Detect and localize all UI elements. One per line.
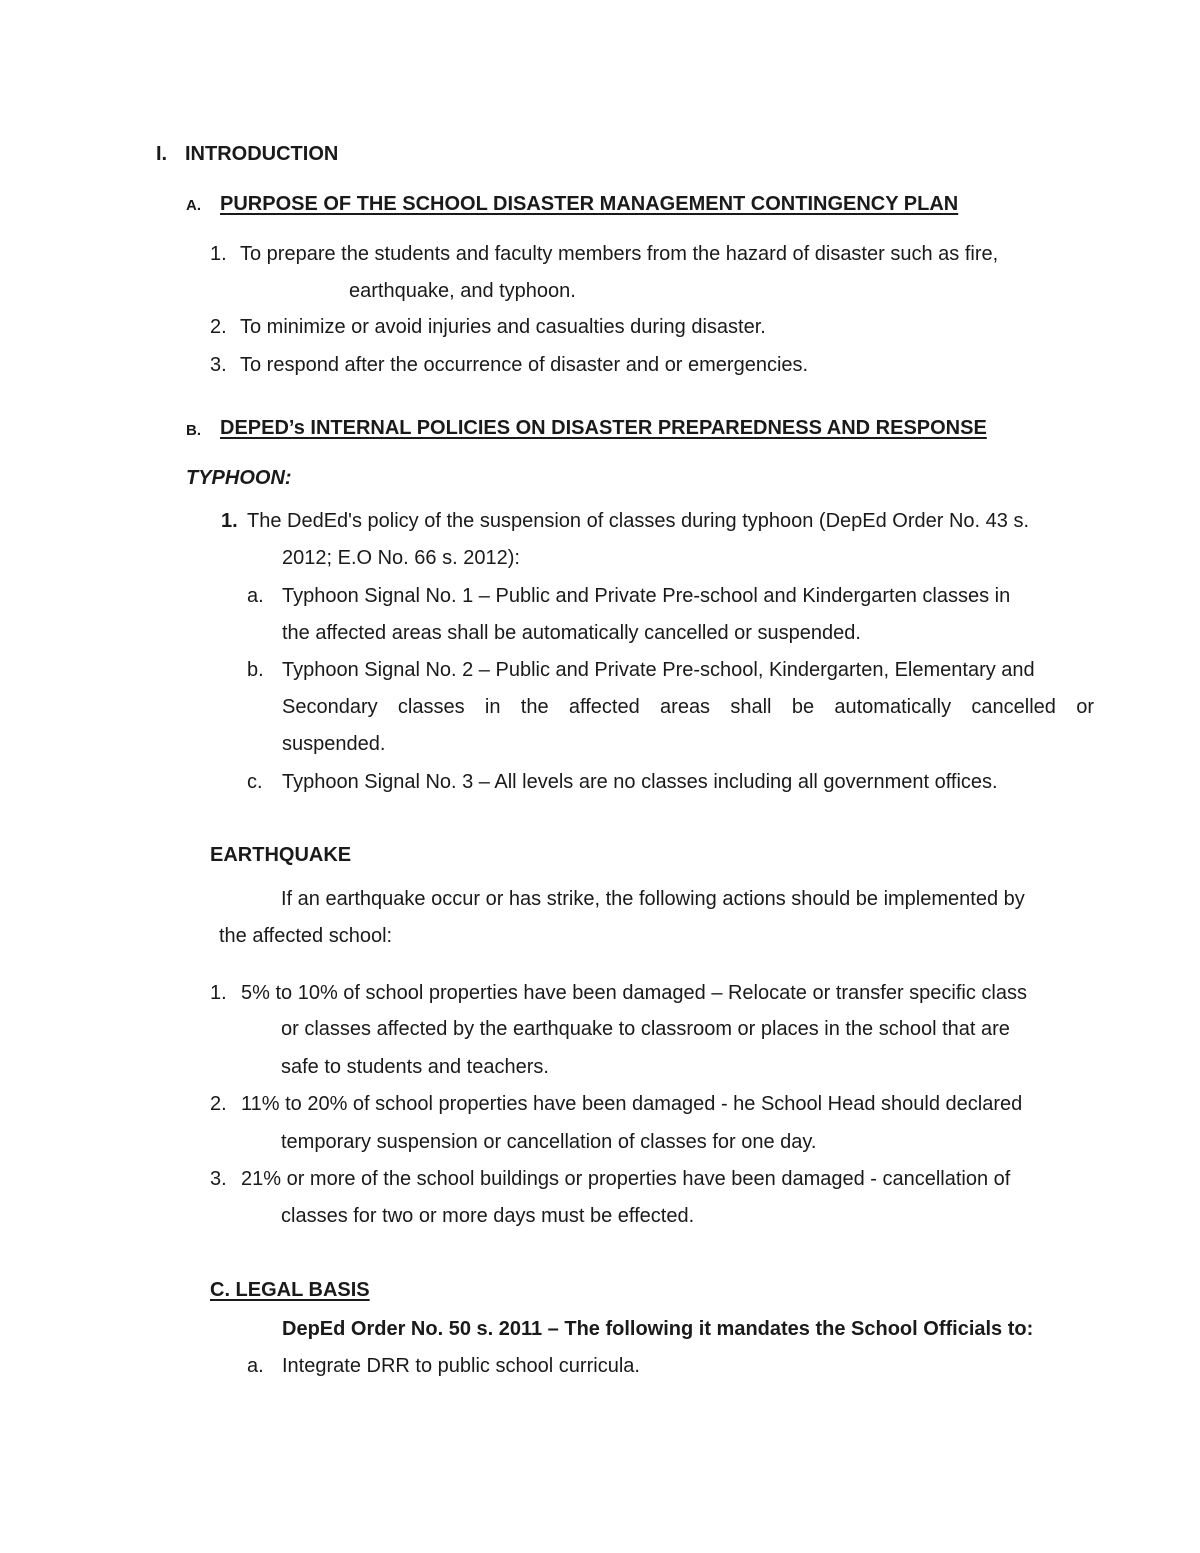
list-number: 3. [210, 354, 227, 376]
deped-order-text: DepEd Order No. 50 s. 2011 – The following it mandates the School Officials to: [282, 1318, 1034, 1340]
list-number: 2. [210, 1093, 227, 1115]
signal-text: Secondary classes in the affected areas shall be automatically cancelled or [282, 696, 1094, 718]
list-number: 1. [221, 510, 238, 532]
signal-text: suspended. [282, 733, 386, 755]
list-item-text: Integrate DRR to public school curricula. [282, 1355, 640, 1377]
earthquake-heading: EARTHQUAKE [210, 844, 352, 866]
policy-text: The DedEd's policy of the suspension of classes during typhoon (DepEd Order No. 43 s. [247, 510, 1030, 532]
list-item-text: classes for two or more days must be effected. [281, 1205, 695, 1227]
list-letter: b. [247, 659, 264, 681]
earthquake-intro: the affected school: [219, 925, 393, 947]
section-title: INTRODUCTION [185, 143, 339, 165]
list-item-text: or classes affected by the earthquake to classroom or places in the school that are [281, 1018, 1010, 1040]
subsection-title: PURPOSE OF THE SCHOOL DISASTER MANAGEMENT CONTINGENCY PLAN [220, 193, 959, 215]
list-letter: a. [247, 585, 264, 607]
list-item-text: To prepare the students and faculty members from the hazard of disaster such as fire, [240, 243, 999, 265]
earthquake-intro: If an earthquake occur or has strike, the following actions should be implemented by [281, 888, 1025, 910]
typhoon-heading: TYPHOON: [186, 467, 292, 489]
subsection-letter: B. [186, 422, 201, 439]
list-letter: a. [247, 1355, 264, 1377]
legal-basis-heading: C. LEGAL BASIS [210, 1279, 370, 1301]
signal-text: Typhoon Signal No. 3 – All levels are no classes including all government offices. [282, 771, 998, 793]
list-item-text: earthquake, and typhoon. [349, 280, 576, 302]
list-number: 1. [210, 982, 227, 1004]
list-number: 1. [210, 243, 227, 265]
list-item-text: 21% or more of the school buildings or properties have been damaged - cancellation of [241, 1168, 1011, 1190]
list-item-text: safe to students and teachers. [281, 1056, 549, 1078]
list-letter: c. [247, 771, 263, 793]
signal-text: the affected areas shall be automatically cancelled or suspended. [282, 622, 861, 644]
signal-text: Typhoon Signal No. 1 – Public and Private Pre-school and Kindergarten classes in [282, 585, 1011, 607]
subsection-letter: A. [186, 197, 201, 214]
section-number: I. [156, 143, 168, 165]
subsection-title: DEPED’s INTERNAL POLICIES ON DISASTER PREPAREDNESS AND RESPONSE [220, 417, 987, 439]
list-item-text: To minimize or avoid injuries and casualties during disaster. [240, 316, 766, 338]
list-number: 2. [210, 316, 227, 338]
list-item-text: To respond after the occurrence of disaster and or emergencies. [240, 354, 809, 376]
policy-text: 2012; E.O No. 66 s. 2012): [282, 547, 520, 569]
list-item-text: 11% to 20% of school properties have been damaged - he School Head should declared [241, 1093, 1023, 1115]
list-number: 3. [210, 1168, 227, 1190]
signal-text: Typhoon Signal No. 2 – Public and Private Pre-school, Kindergarten, Elementary and [282, 659, 1035, 681]
list-item-text: temporary suspension or cancellation of classes for one day. [281, 1131, 817, 1153]
list-item-text: 5% to 10% of school properties have been damaged – Relocate or transfer specific class [241, 982, 1027, 1004]
